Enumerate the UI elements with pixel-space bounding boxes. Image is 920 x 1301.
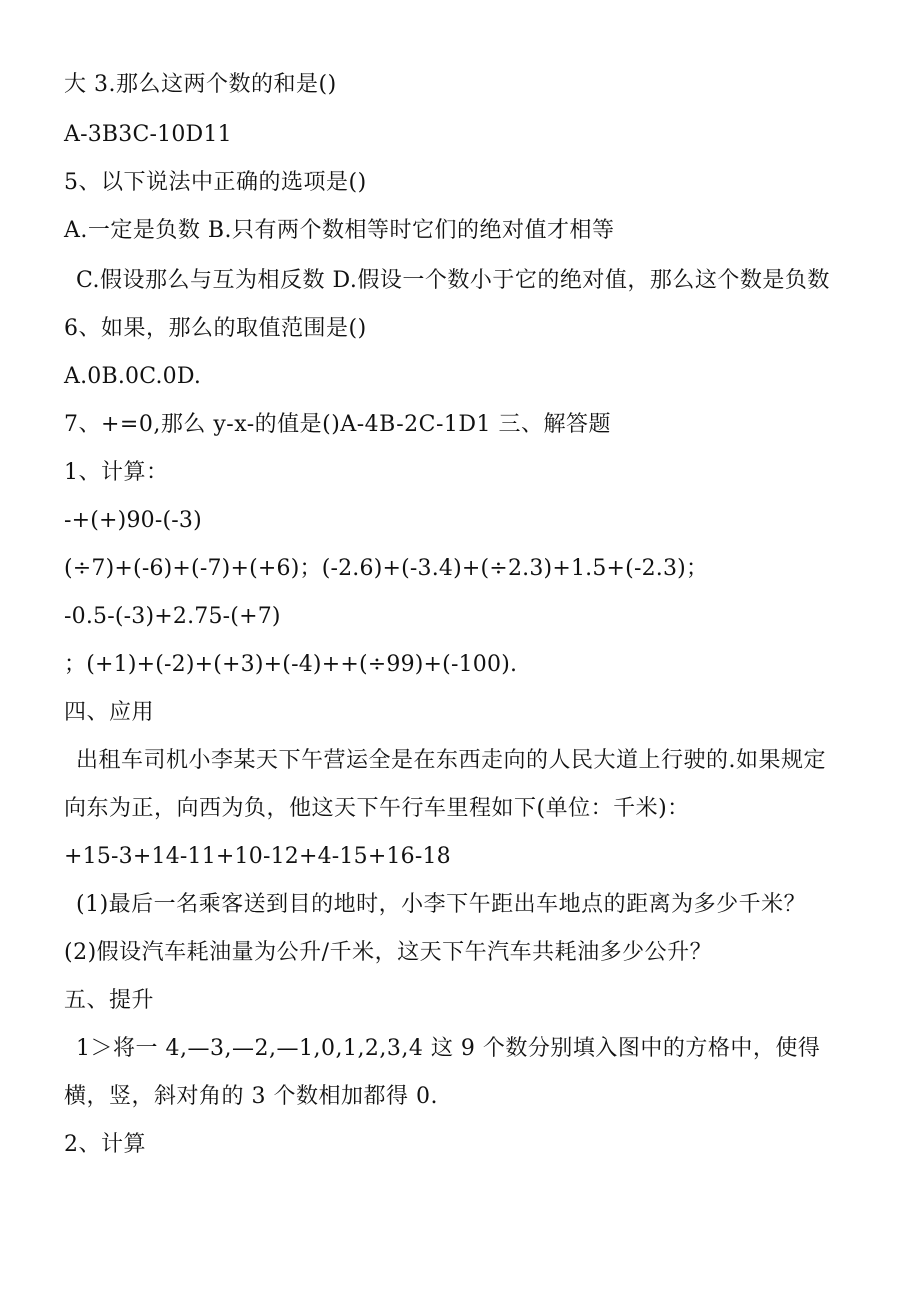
magic-square-problem-line2: 横，竖，斜对角的 3 个数相加都得 0. (64, 1084, 438, 1109)
q6-options: A.0B.0C.0D. (64, 364, 202, 389)
calc-heading: 1、计算： (64, 460, 169, 485)
section4-heading: 四、应用 (64, 700, 155, 725)
calc-expression-3: -0.5-(-3)+2.75-(+7) (64, 604, 281, 629)
q6-question: 6、如果，那么的取值范围是() (64, 316, 367, 341)
application-q2: (2)假设汽车耗油量为公升/千米，这天下午汽车共耗油多少公升？ (64, 940, 713, 965)
q5-options-ab: A.一定是负数 B.只有两个数相等时它们的绝对值才相等 (64, 218, 615, 243)
application-problem-line2: 向东为正，向西为负，他这天下午行车里程如下(单位：千米)： (64, 796, 690, 821)
section5-heading: 五、提升 (64, 988, 155, 1013)
mileage-record: +15-3+14-11+10-12+4-15+16-18 (64, 844, 451, 869)
calc-expression-2: (÷7)+(-6)+(-7)+(+6)；(-2.6)+(-3.4)+(÷2.3)+1.5+(-2.3)； (64, 556, 709, 581)
q7-question-and-section3-heading: 7、+=0,那么 y-x-的值是()A-4B-2C-1D1 三、解答题 (64, 412, 612, 437)
magic-square-problem-line1: 1＞将一 4,—3,—2,—1,0,1,2,3,4 这 9 个数分别填入图中的方格中，使得 (76, 1036, 821, 1061)
q5-question: 5、以下说法中正确的选项是() (64, 170, 367, 195)
q4-continuation: 大 3.那么这两个数的和是() (64, 72, 337, 97)
calc-heading-2: 2、计算 (64, 1132, 146, 1157)
application-q1: (1)最后一名乘客送到目的地时，小李下午距出车地点的距离为多少千米？ (76, 892, 807, 917)
application-problem-line1: 出租车司机小李某天下午营运全是在东西走向的人民大道上行驶的.如果规定 (76, 748, 826, 773)
calc-expression-4: ；(+1)+(-2)+(+3)+(-4)++(÷99)+(-100). (64, 652, 518, 677)
q4-options: A-3B3C-10D11 (64, 122, 232, 147)
calc-expression-1: -+(+)90-(-3) (64, 508, 202, 533)
q5-options-cd: C.假设那么与互为相反数 D.假设一个数小于它的绝对值，那么这个数是负数 (76, 268, 830, 293)
